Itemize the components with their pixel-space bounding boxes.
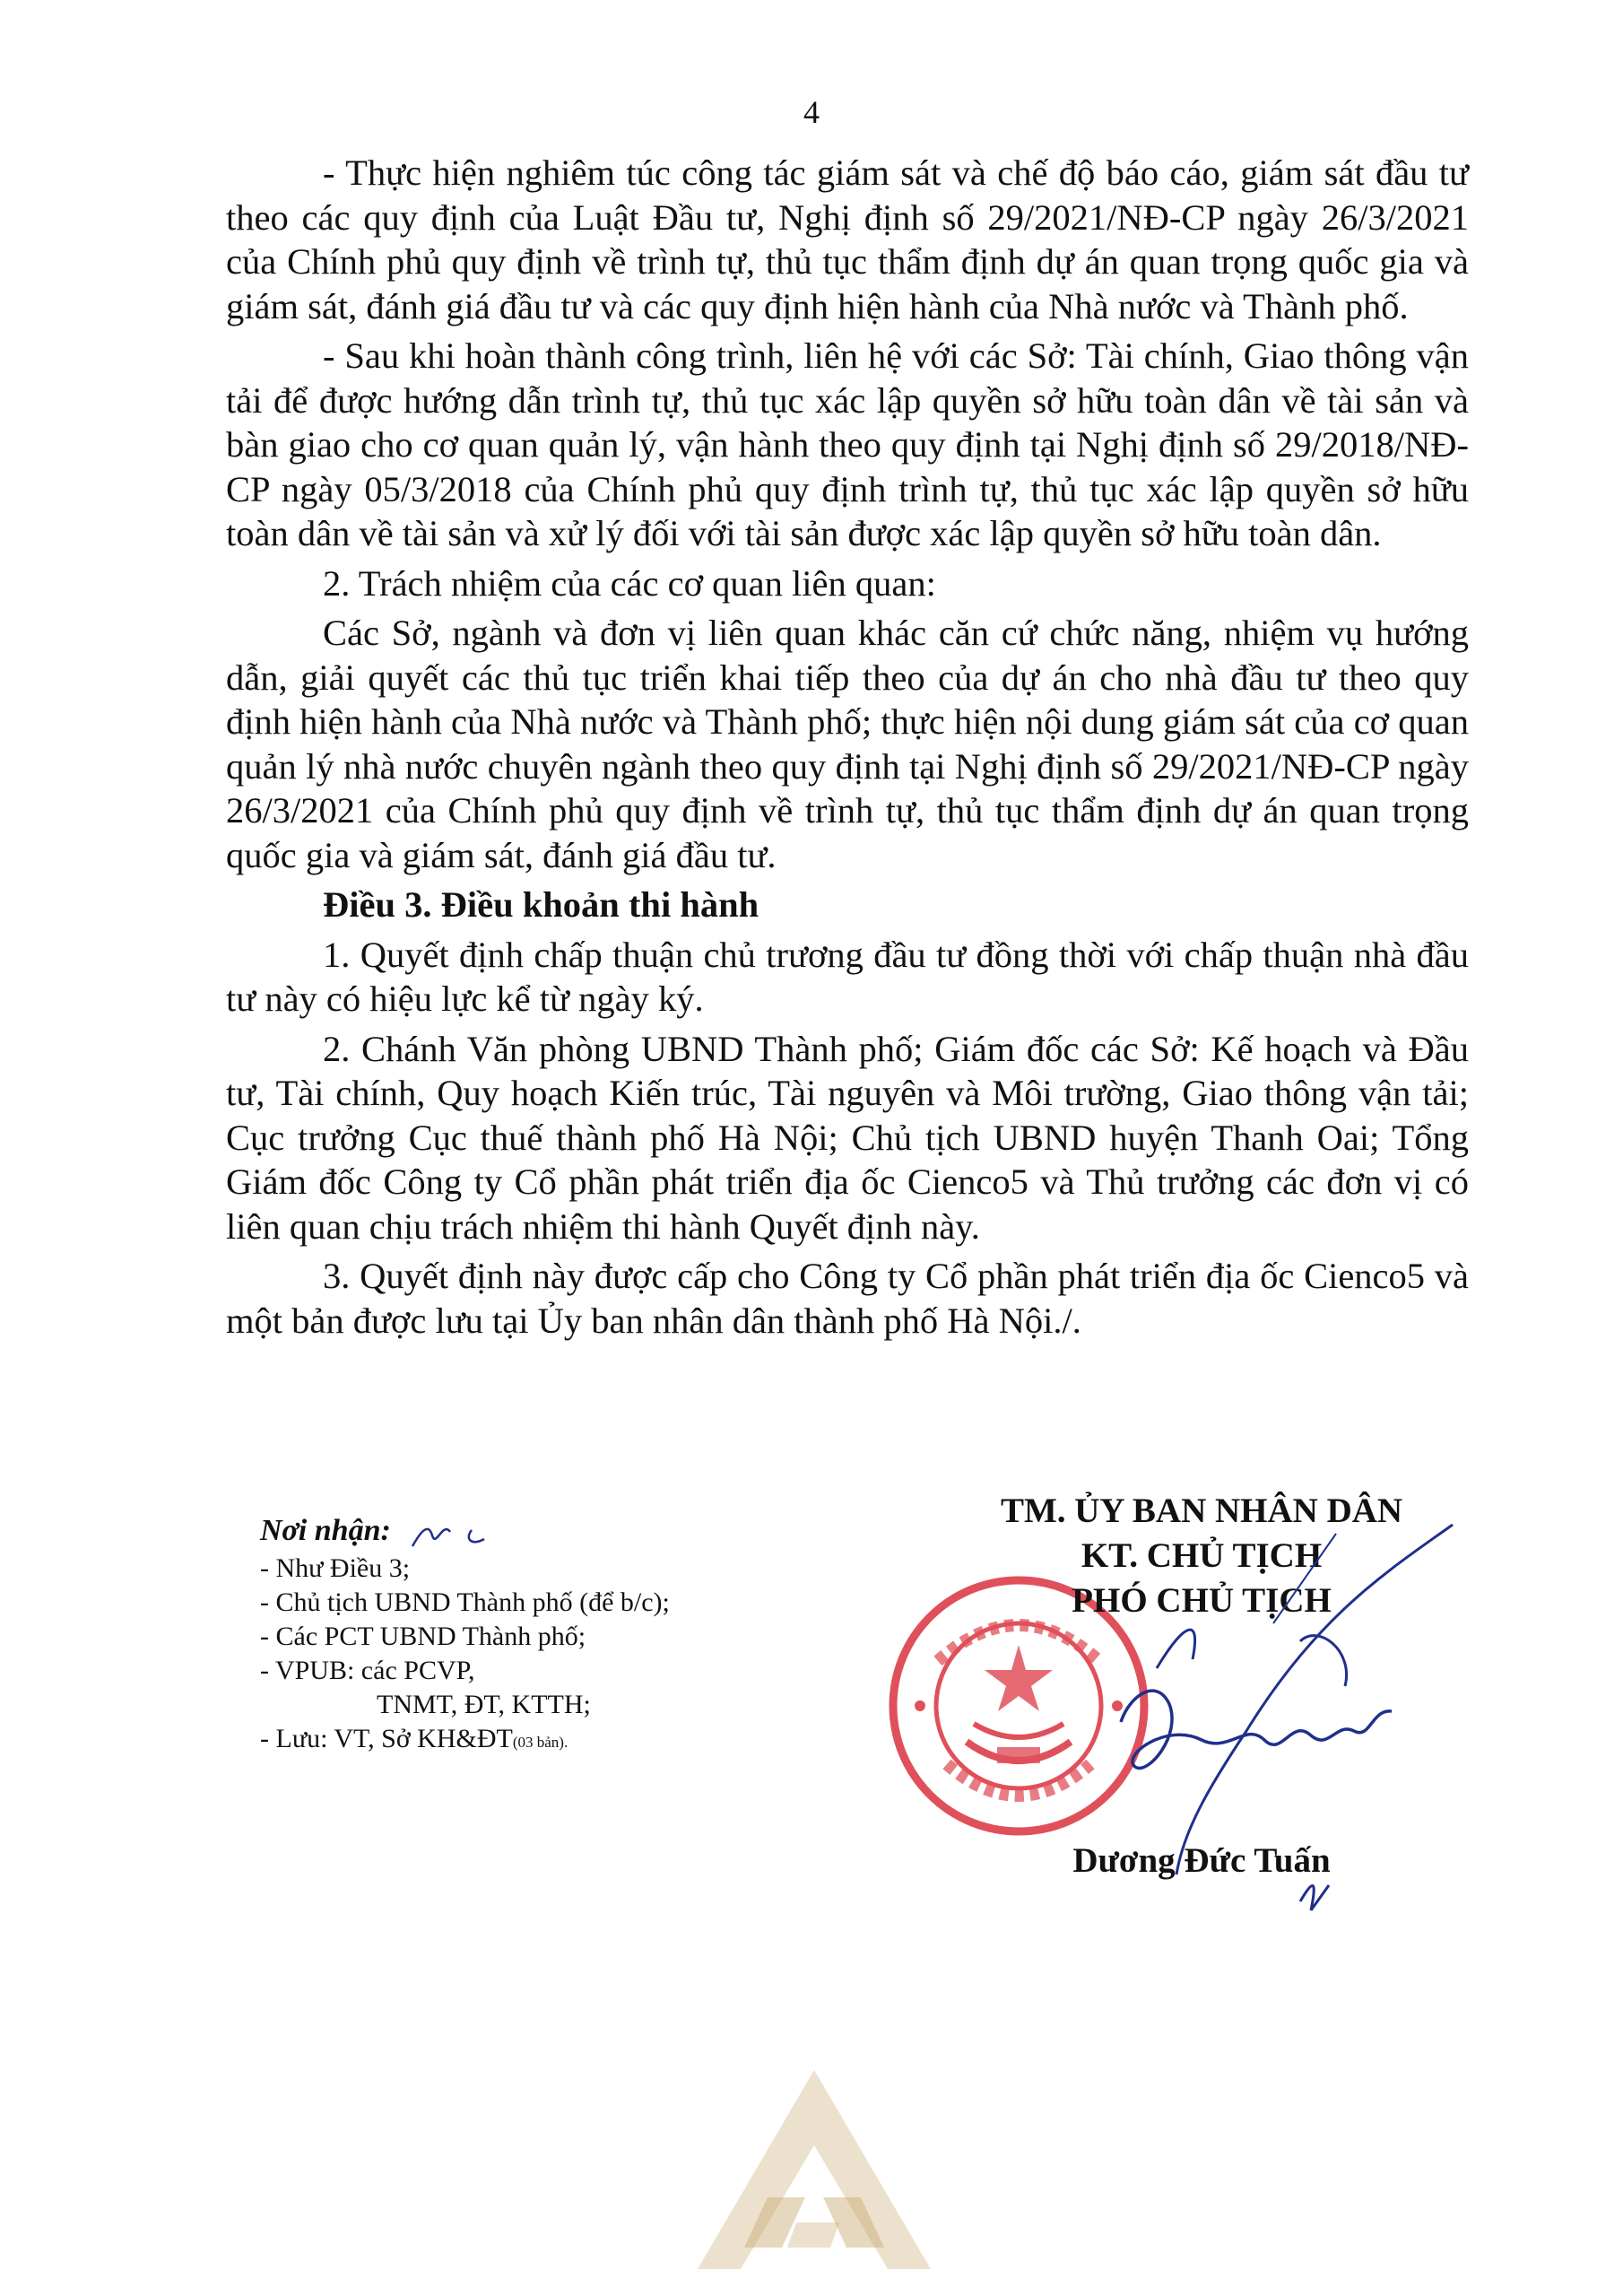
recipient-item: - Các PCT UBND Thành phố; [260,1622,586,1651]
paragraph-agencies: Các Sở, ngành và đơn vị liên quan khác căn cứ chức năng, nhiệm vụ hướng dẫn, giải quyết các thủ tục triển khai tiếp theo của dự án cho nhà đầu tư theo quy định hiện hành của Nhà nước và Thành phố; thực hiện nội dung giám sát của cơ quan quản lý nhà nước chuyên ngành theo quy định tại Nghị định số 29/2021/NĐ-CP ngày 26/3/2021 của Chính phủ quy định về trình tự, thủ tục thẩm định dự án quan trọng quốc gia và giám sát, đánh giá đầu tư. [226,613,1469,875]
paragraph-effective: 1. Quyết định chấp thuận chủ trương đầu tư đồng thời với chấp thuận nhà đầu tư này có hiệu lực kể từ ngày ký. [226,934,1469,1019]
watermark-logo-icon [689,2063,940,2278]
recipients-title: Nơi nhận: [260,1514,391,1547]
initials-scribble-icon [409,1512,508,1557]
archive-label: - Lưu: VT, Sở KH&ĐT [260,1724,513,1753]
document-body [226,151,1469,1348]
signer-name: Dương Đức Tuấn [1072,1841,1331,1880]
page-number: 4 [803,94,820,130]
article-3-heading: Điều 3. Điều khoản thi hành [323,884,759,925]
paragraph-responsibility-title: 2. Trách nhiệm của các cơ quan liên quan: [323,562,936,604]
recipient-item: - Như Điều 3; [260,1553,411,1583]
recipient-item-archive [260,1722,816,1760]
paragraph-implementation: 2. Chánh Văn phòng UBND Thành phố; Giám đốc các Sở: Kế hoạch và Đầu tư, Tài chính, Quy hoạch Kiến trúc, Tài nguyên và Môi trường, Giao thông vận tải; Cục trưởng Cục thuế thành phố Hà Nội; Chủ tịch UBND huyện Thanh Oai; Tổng Giám đốc Công ty Cổ phần phát triển địa ốc Cienco5 và Thủ trưởng các đơn vị có liên quan chịu trách nhiệm thi hành Quyết định này. [226,1028,1469,1247]
handwritten-signature-icon [977,1516,1480,1946]
signature-title-line1: TM. ỦY BAN NHÂN DÂN [1000,1492,1403,1530]
paragraph-handover: - Sau khi hoàn thành công trình, liên hệ với các Sở: Tài chính, Giao thông vận tải để được hướng dẫn trình tự, thủ tục xác lập quyền sở hữu toàn dân về tài sản và bàn giao cho cơ quan quản lý, vận hành theo quy định tại Nghị định số 29/2018/NĐ-CP ngày 05/3/2018 của Chính phủ quy định trình tự, thủ tục xác lập quyền sở hữu toàn dân về tài sản và xử lý đối với tài sản được xác lập quyền sở hữu toàn dân. [226,335,1469,553]
paragraph-issuance: 3. Quyết định này được cấp cho Công ty Cổ phần phát triển địa ốc Cienco5 và một bản được lưu tại Ủy ban nhân dân thành phố Hà Nội./. [226,1256,1469,1341]
paragraph-monitoring: - Thực hiện nghiêm túc công tác giám sát và chế độ báo cáo, giám sát đầu tư theo các quy định của Luật Đầu tư, Nghị định số 29/2021/NĐ-CP ngày 26/3/2021 của Chính phủ quy định về trình tự, thủ tục thẩm định dự án quan trọng quốc gia và giám sát, đánh giá đầu tư và các quy định hiện hành của Nhà nước và Thành phố. [226,152,1469,326]
signature-title-line3: PHÓ CHỦ TỊCH [1072,1581,1332,1620]
recipient-item: - VPUB: các PCVP, [260,1656,475,1685]
recipient-item: TNMT, ĐT, KTTH; [377,1690,591,1719]
signature-title-line2: KT. CHỦ TỊCH [1081,1536,1323,1575]
recipient-item: - Chủ tịch UBND Thành phố (để b/c); [260,1587,670,1617]
recipients-block [260,1514,816,1760]
copies-note: (03 bản). [512,1734,568,1751]
